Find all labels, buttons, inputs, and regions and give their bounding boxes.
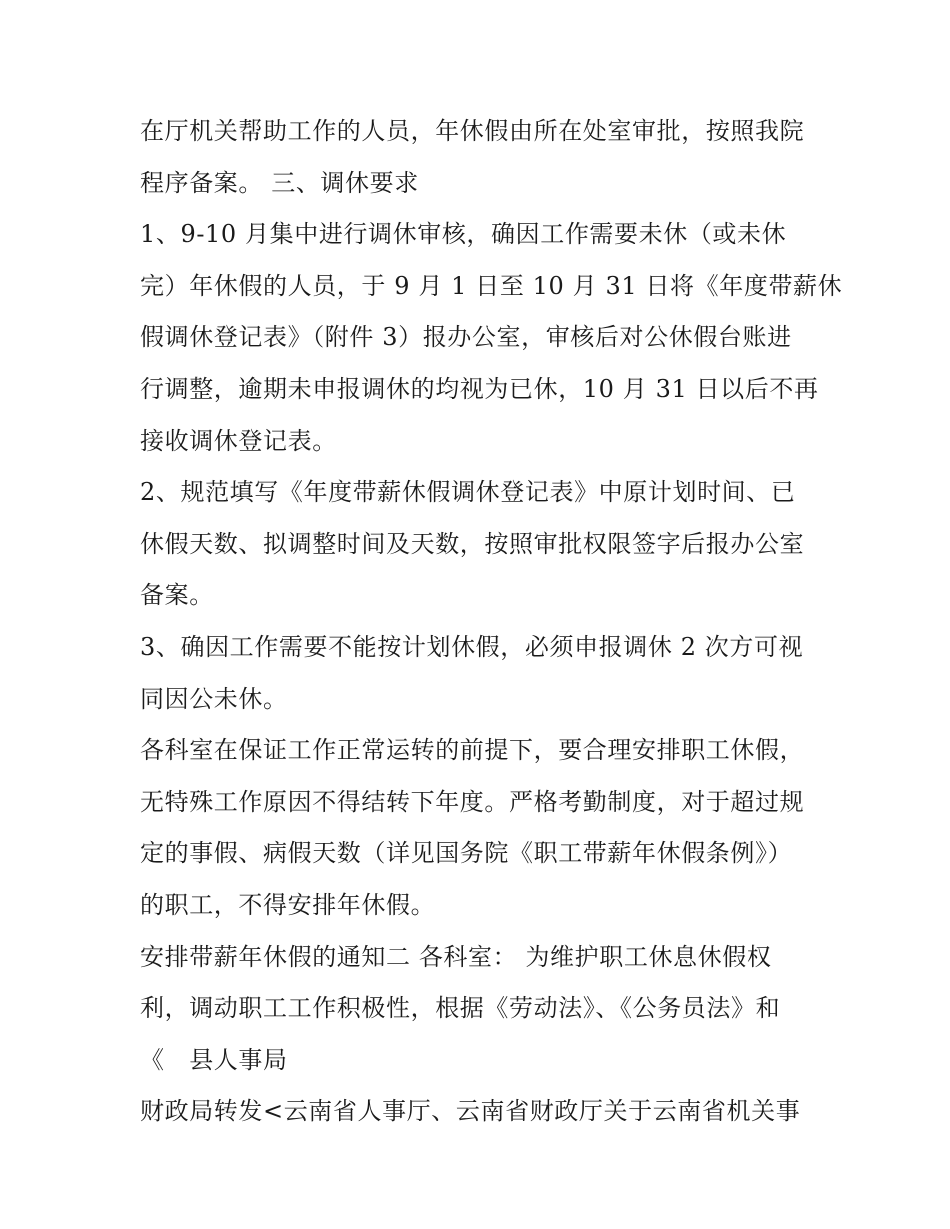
text-line: 《 县人事局 bbox=[140, 1045, 288, 1074]
text-line: 无特殊工作原因不得结转下年度。严格考勤制度，对于超过规 bbox=[140, 787, 805, 816]
text-line: 利，调动职工工作积极性，根据《劳动法》、《公务员法》和 bbox=[140, 994, 781, 1023]
text-line: 财政局转发<云南省人事厅、云南省财政厅关于云南省机关事 bbox=[140, 1097, 801, 1126]
text-line: 定的事假、病假天数（详见国务院《职工带薪年休假条例》） bbox=[140, 839, 793, 868]
text-line: 1、9-10 月集中进行调休审核，确因工作需要未休（或未休 bbox=[140, 220, 787, 249]
text-line: 同因公未休。 bbox=[140, 684, 288, 713]
text-line: 3、确因工作需要不能按计划休假，必须申报调休 2 次方可视 bbox=[140, 632, 804, 661]
text-line: 程序备案。 三、调休要求 bbox=[140, 168, 419, 197]
text-line: 2、规范填写《年度带薪休假调休登记表》中原计划时间、已 bbox=[140, 478, 796, 507]
text-line: 安排带薪年休假的通知二 各科室： 为维护职工休息休假权 bbox=[140, 942, 772, 971]
text-line: 在厅机关帮助工作的人员，年休假由所在处室审批，按照我院 bbox=[140, 117, 805, 145]
text-line: 完）年休假的人员，于 9 月 1 日至 10 月 31 日将《年度带薪休 bbox=[140, 271, 843, 300]
text-line: 假调休登记表》（附件 3）报办公室，审核后对公休假台账进 bbox=[140, 323, 792, 352]
text-line: 的职工，不得安排年休假。 bbox=[140, 890, 436, 919]
text-line: 各科室在保证工作正常运转的前提下，要合理安排职工休假， bbox=[140, 736, 805, 765]
text-line: 行调整，逾期未申报调休的均视为已休，10 月 31 日以后不再 bbox=[140, 374, 819, 403]
text-line: 接收调休登记表。 bbox=[140, 426, 337, 455]
text-line: 休假天数、拟调整时间及天数，按照审批权限签字后报办公室 bbox=[140, 529, 805, 558]
document-body bbox=[140, 106, 843, 1138]
text-line: 备案。 bbox=[140, 581, 214, 610]
